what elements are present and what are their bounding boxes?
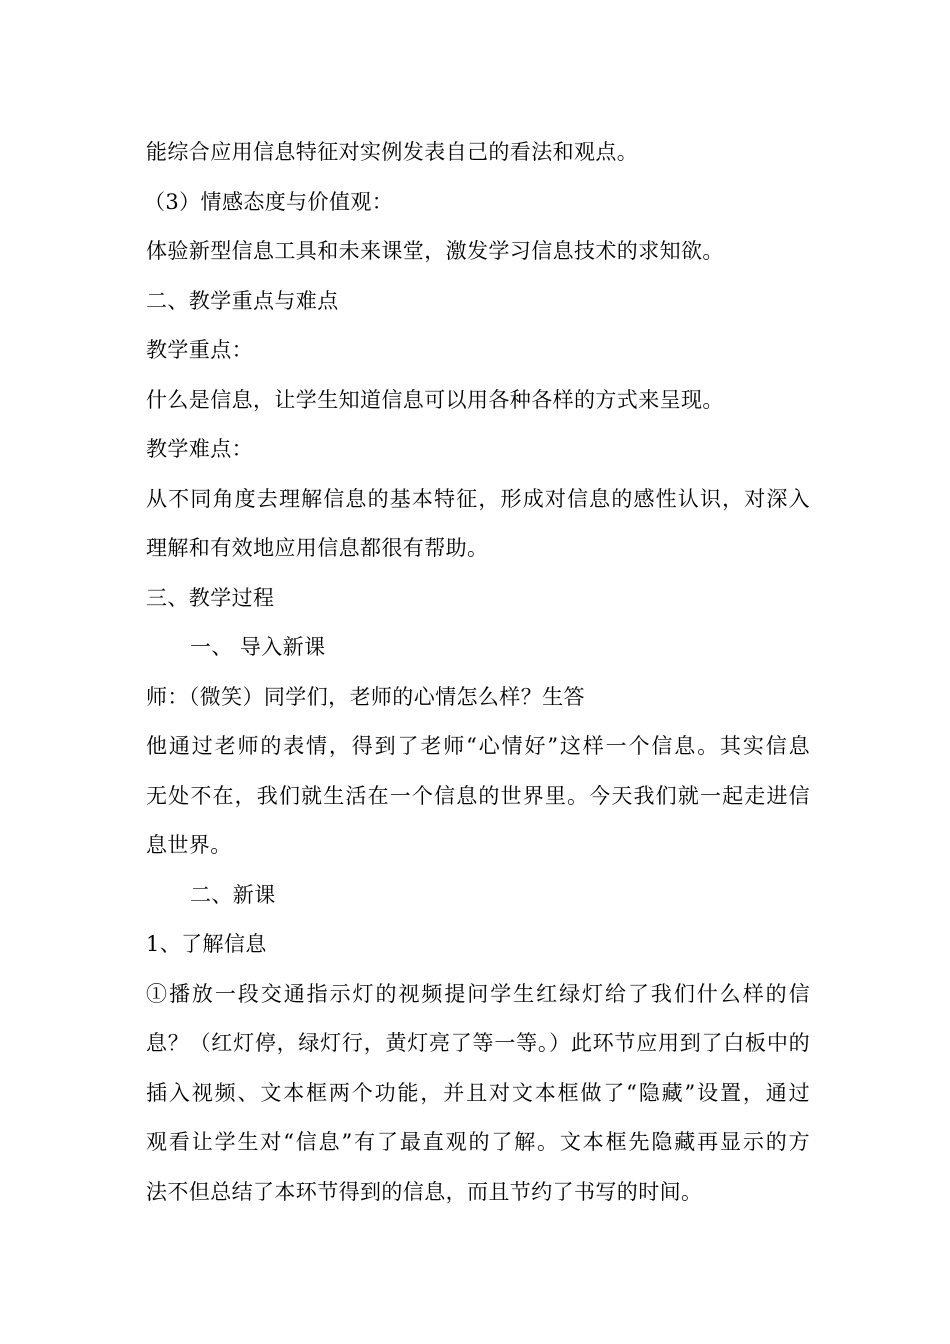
section-heading-key-points: 二、教学重点与难点 [146,288,339,313]
paragraph-line-3: 体验新型信息工具和未来课堂，激发学习信息技术的求知欲。 [146,239,724,263]
subheading-new-lesson: 二、新课 [190,882,276,907]
paragraph-line-6: 什么是信息，让学生知道信息可以用各种各样的方式来呈现。 [146,387,724,412]
paragraph-line-9: 理解和有效地应用信息都很有帮助。 [146,536,489,560]
paragraph-line-15: 息世界。 [146,833,232,857]
paragraph-line-18: ①播放一段交通指示灯的视频提问学生红绿灯给了我们什么样的信 [146,981,810,1006]
paragraph-line-13: 他通过老师的表情，得到了老师“心情好”这样一个信息。其实信息 [146,734,810,758]
section-heading-emotion-attitude: （3）情感态度与价值观： [144,189,394,214]
paragraph-line-12: 师：（微笑）同学们，老师的心情怎么样？生答 [146,684,585,709]
section-heading-teaching-process: 三、教学过程 [146,585,275,610]
paragraph-line-20: 插入视频、文本框两个功能，并且对文本框做了“隐藏”设置，通过 [146,1080,810,1105]
paragraph-line-14: 无处不在，我们就生活在一个信息的世界里。今天我们就一起走进信 [146,783,810,808]
subheading-teaching-difficulty: 教学难点： [146,437,253,461]
paragraph-line-1: 能综合应用信息特征对实例发表自己的看法和观点。 [146,140,639,164]
subheading-introduction: 一、 导入新课 [190,635,326,659]
paragraph-line-19: 息？（红灯停，绿灯行，黄灯亮了等一等。）此环节应用到了白板中的 [146,1031,810,1055]
document-body [146,128,810,1217]
paragraph-line-8: 从不同角度去理解信息的基本特征，形成对信息的感性认识，对深入 [146,486,810,511]
paragraph-line-22: 法不但总结了本环节得到的信息，而且节约了书写的时间。 [146,1179,703,1204]
paragraph-line-21: 观看让学生对“信息”有了最直观的了解。文本框先隐藏再显示的方 [146,1130,810,1154]
subheading-teaching-focus: 教学重点： [146,338,253,362]
subheading-understand-information: 1、了解信息 [146,932,267,956]
